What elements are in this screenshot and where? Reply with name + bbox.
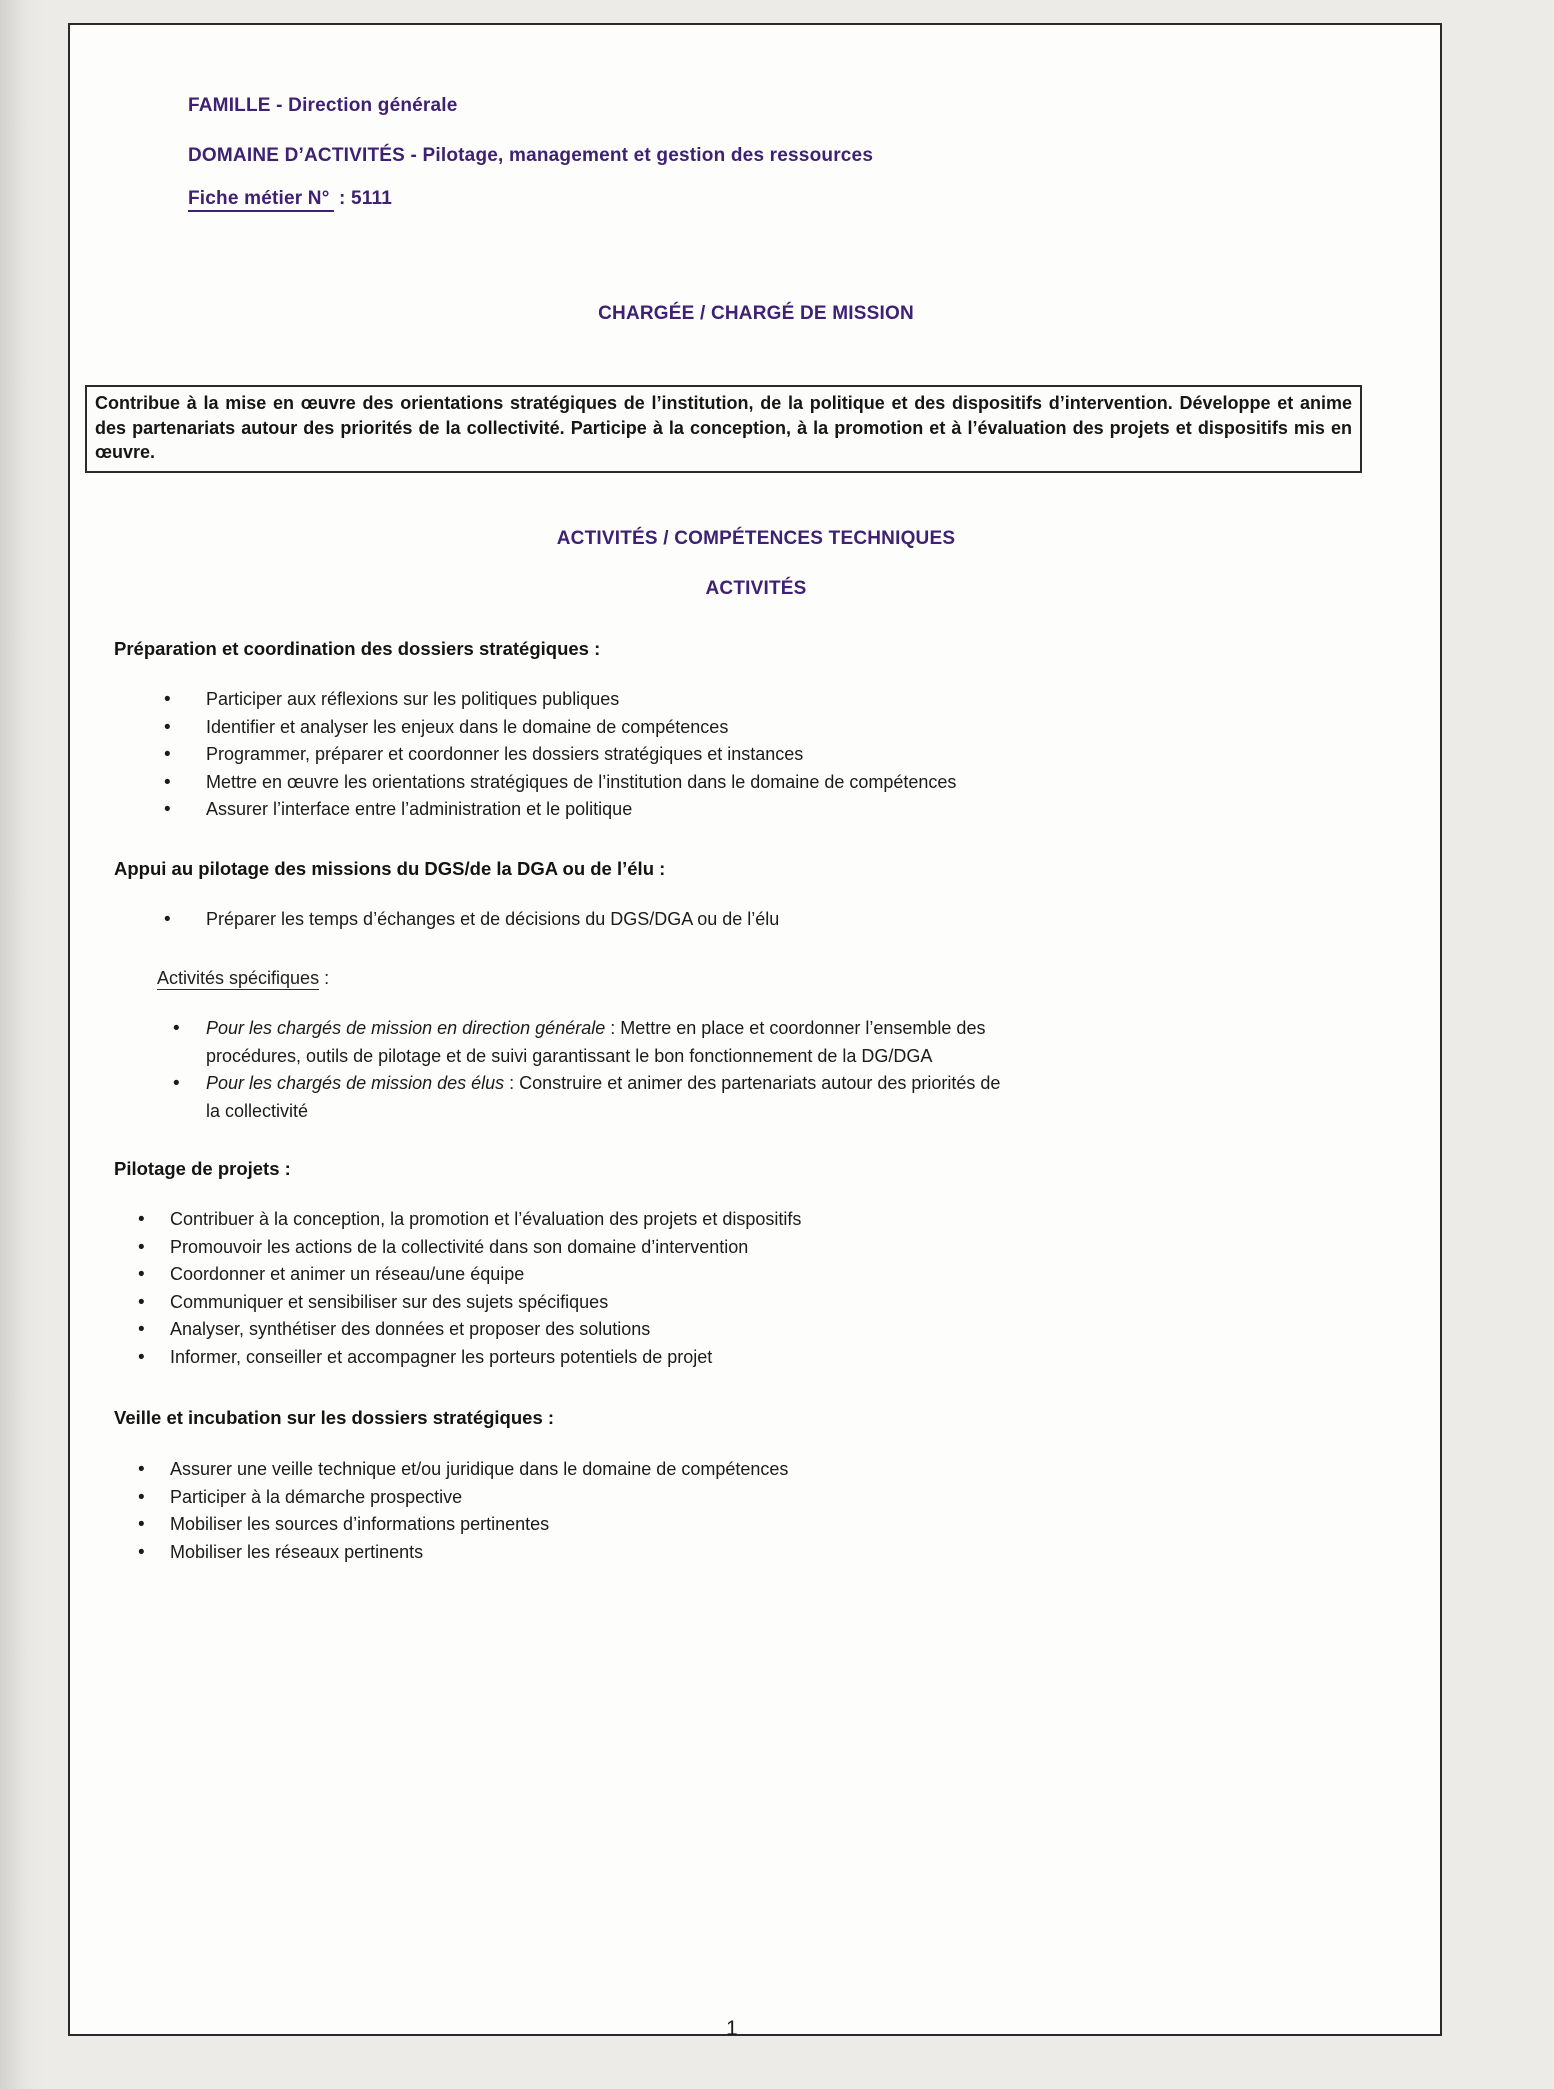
list-item — [206, 1015, 1006, 1070]
list-item: • Coordonner et animer un réseau/une équipe — [170, 1261, 1190, 1289]
list-item — [206, 1070, 1006, 1125]
heading-activites-specifiques — [157, 968, 329, 989]
header-fiche-metier — [188, 188, 392, 210]
page-title: CHARGÉE / CHARGÉ DE MISSION — [598, 303, 914, 324]
list-item: • Assurer une veille technique et/ou juridique dans le domaine de compétences — [170, 1456, 1190, 1484]
activites-specifiques-label: Activités spécifiques — [157, 968, 320, 988]
list-activites-specifiques — [206, 1015, 1006, 1125]
list-item: • Identifier et analyser les enjeux dans le domaine de compétences — [206, 714, 1186, 742]
fiche-metier-label: Fiche métier N° — [188, 188, 334, 212]
list-item: • Préparer les temps d’échanges et de décisions du DGS/DGA ou de l’élu — [206, 906, 1186, 934]
list-preparation — [206, 686, 1186, 824]
list-item: • Analyser, synthétiser des données et proposer des solutions — [170, 1316, 1190, 1344]
fiche-metier-number: : 5111 — [333, 188, 392, 209]
list-item: • Informer, conseiller et accompagner les porteurs potentiels de projet — [170, 1344, 1190, 1372]
item-text: : Construire et animer des partenariats autour des priorités de la collectivité — [206, 1073, 1001, 1121]
list-item: • Communiquer et sensibiliser sur des sujets spécifiques — [170, 1289, 1190, 1317]
heading-preparation-coordination: Préparation et coordination des dossiers stratégiques : — [114, 638, 601, 659]
list-appui — [206, 906, 1186, 934]
list-veille — [170, 1456, 1190, 1566]
item-text: : Mettre en place et coordonner l’ensemble des procédures, outils de pilotage et de suivi garantissant le bon fonctionnement de la DG/DGA — [206, 1018, 986, 1066]
list-item: • Contribuer à la conception, la promotion et l’évaluation des projets et dispositifs — [170, 1206, 1190, 1234]
item-lead-italic: Pour les chargés de mission en direction générale — [206, 1018, 606, 1038]
header-domaine: DOMAINE D’ACTIVITÉS - Pilotage, management et gestion des ressources — [188, 145, 874, 166]
heading-appui-pilotage: Appui au pilotage des missions du DGS/de la DGA ou de l’élu : — [114, 858, 666, 879]
section-banner-activites-competences: ACTIVITÉS / COMPÉTENCES TECHNIQUES — [556, 528, 956, 549]
list-pilotage — [170, 1206, 1190, 1372]
header-famille: FAMILLE - Direction générale — [188, 95, 458, 116]
subsection-banner-activites: ACTIVITÉS — [705, 578, 807, 599]
list-item: • Mettre en œuvre les orientations stratégiques de l’institution dans le domaine de compétences — [206, 769, 1186, 797]
activites-specifiques-colon: : — [319, 968, 330, 988]
list-item: • Mobiliser les réseaux pertinents — [170, 1539, 1190, 1567]
heading-veille-incubation: Veille et incubation sur les dossiers stratégiques : — [114, 1407, 555, 1428]
heading-pilotage-projets: Pilotage de projets : — [114, 1158, 291, 1179]
list-item: • Participer à la démarche prospective — [170, 1484, 1190, 1512]
list-item: • Mobiliser les sources d’informations pertinentes — [170, 1511, 1190, 1539]
page-number: 1 — [726, 2017, 738, 2040]
list-item: • Participer aux réflexions sur les politiques publiques — [206, 686, 1186, 714]
list-item: • Programmer, préparer et coordonner les dossiers stratégiques et instances — [206, 741, 1186, 769]
item-lead-italic: Pour les chargés de mission des élus — [206, 1073, 505, 1094]
list-item: • Assurer l’interface entre l’administration et le politique — [206, 796, 1186, 824]
job-summary-box: Contribue à la mise en œuvre des orientations stratégiques de l’institution, de la politique et des dispositifs d’intervention. Développe et anime des partenariats autour des priorités de la collectivité. Participe à la conception, à la promotion et à l’évaluation des projets et dispositifs mis en œuvre. — [85, 385, 1362, 473]
list-item: • Promouvoir les actions de la collectivité dans son domaine d’intervention — [170, 1234, 1190, 1262]
